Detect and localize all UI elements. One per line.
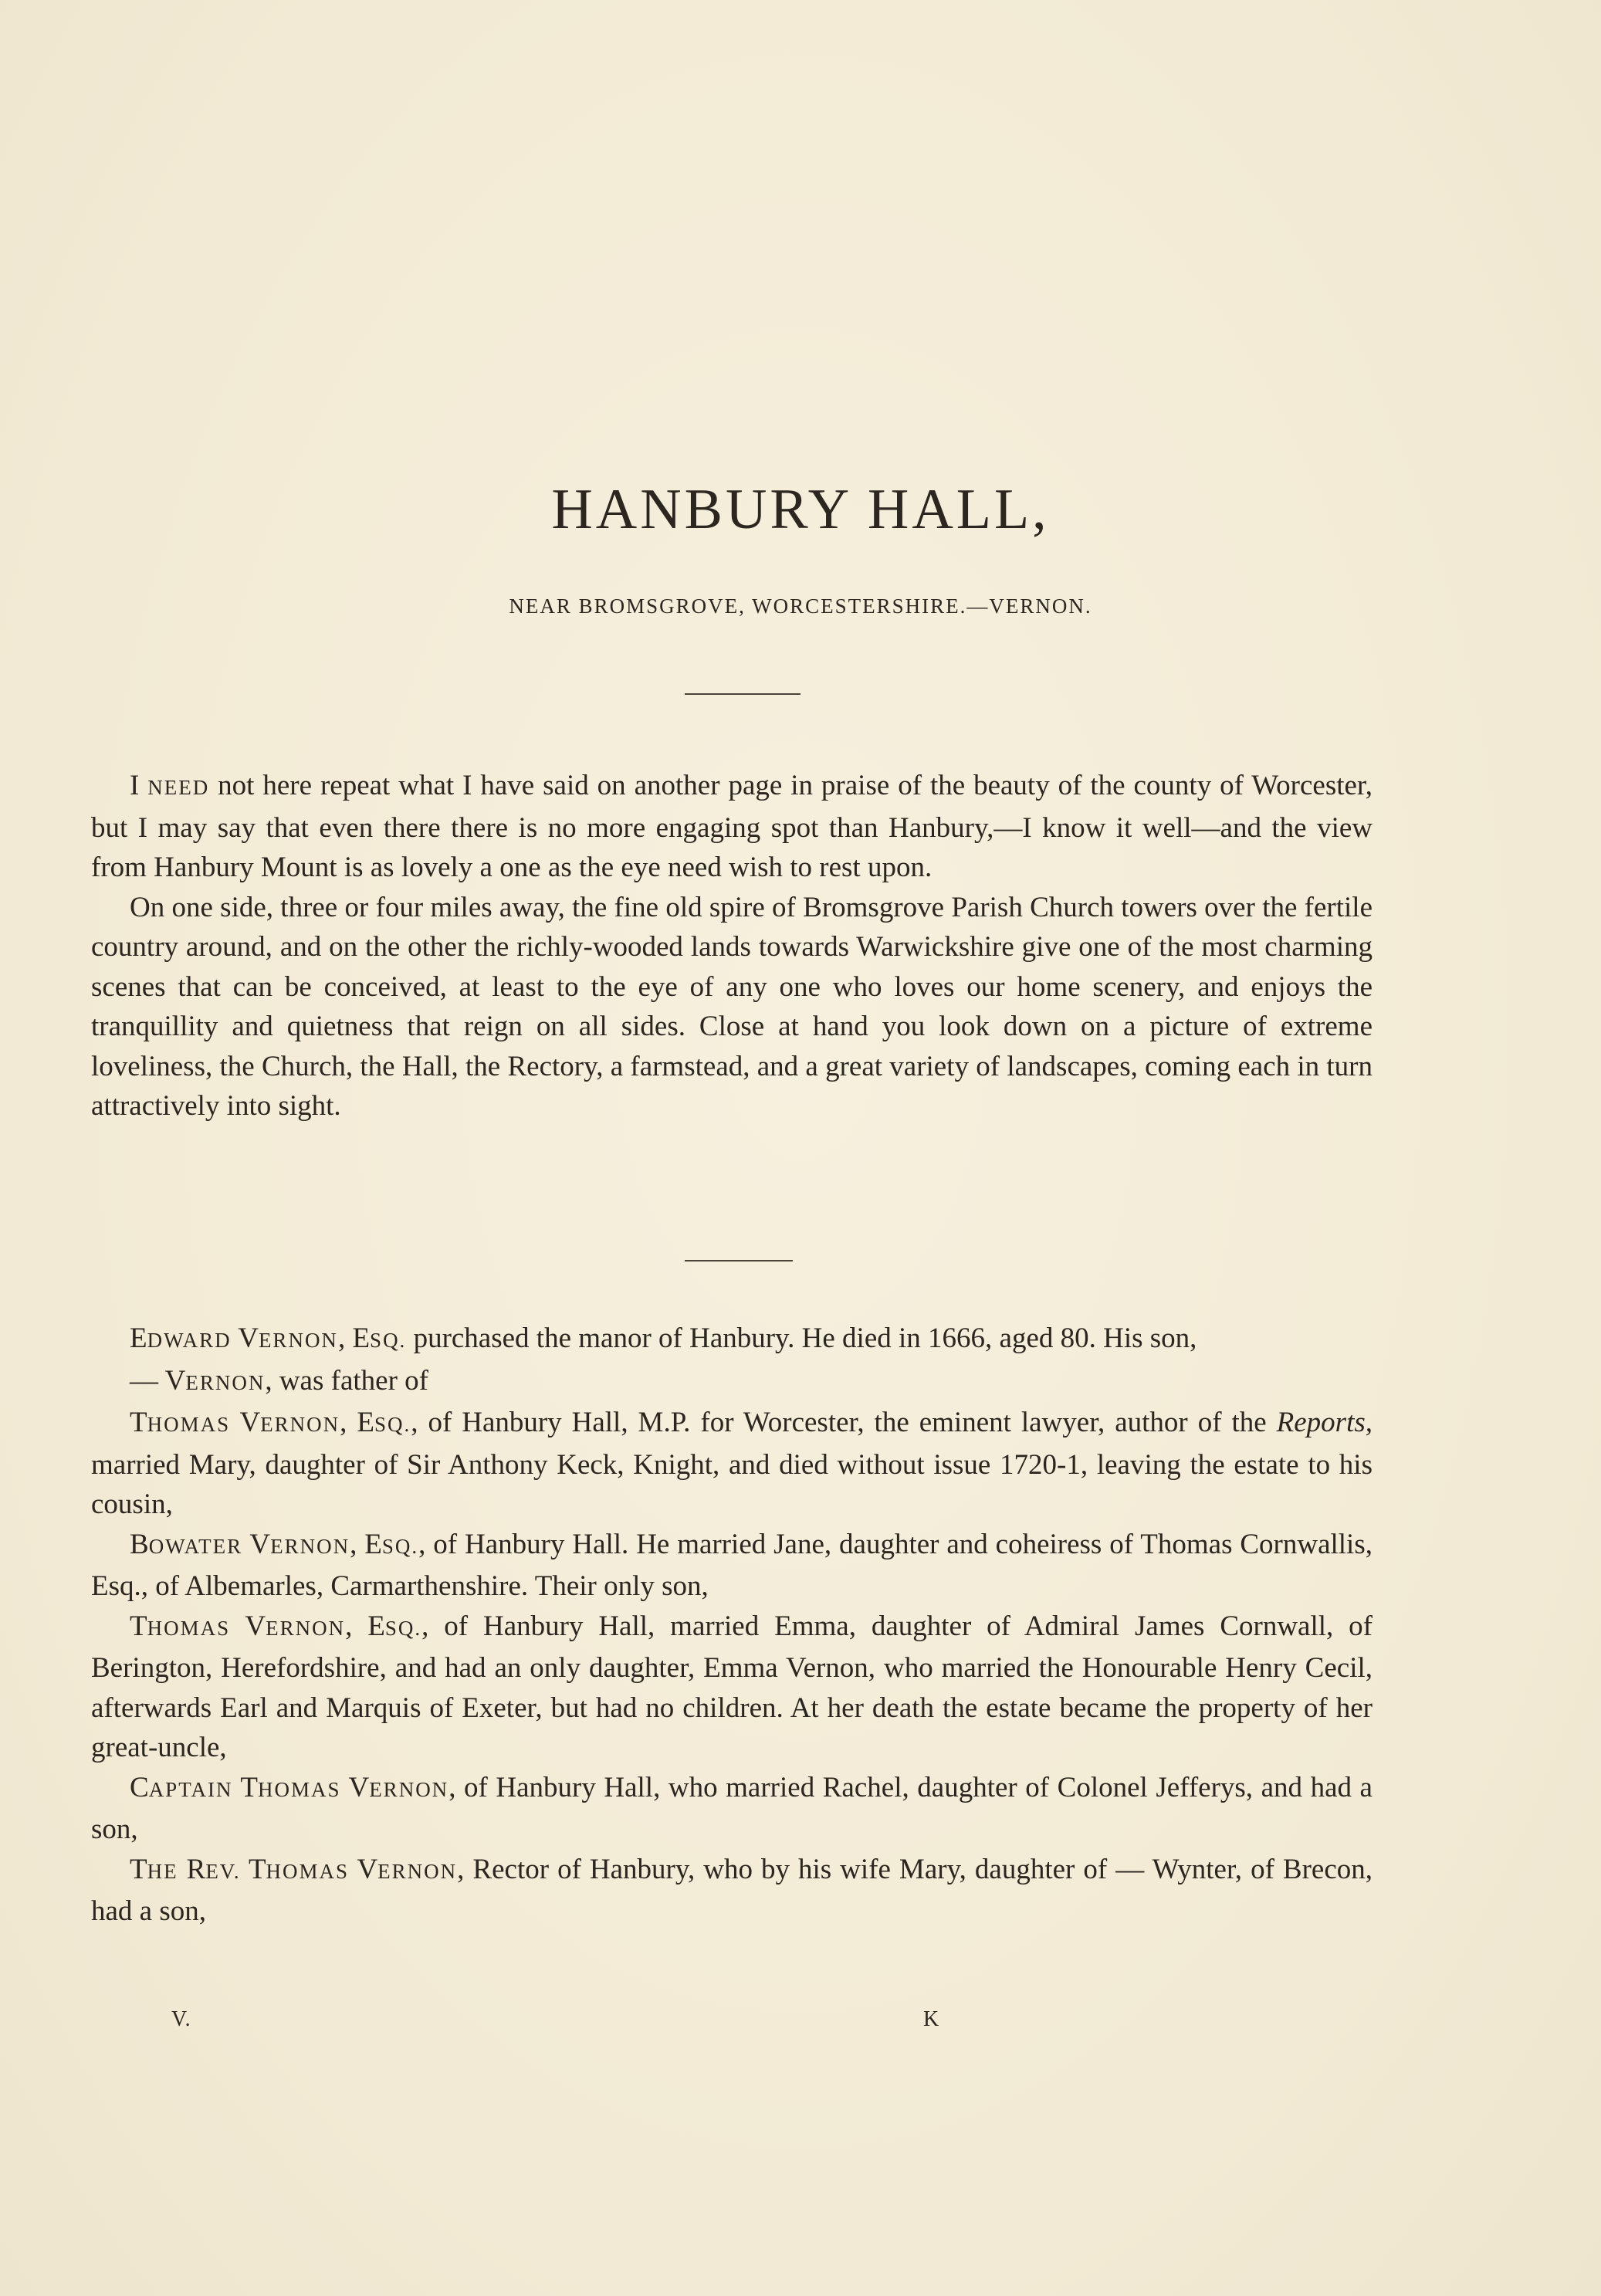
signature-mark-right: K [923, 2007, 940, 2031]
divider-middle [685, 1260, 793, 1261]
lineage-entry-rev: THE REV. THOMAS VERNON, Rector of Hanbury, who by his wife Mary, daughter of — Wynter, of Brecon, had a son, [91, 1853, 1373, 1927]
lineage-entry-thomas-1: THOMAS VERNON, ESQ., of Hanbury Hall, M.P. for Worcester, the eminent lawyer, author of the Reports, married Mary, daughter of Sir Anthony Keck, Knight, and died without issue 1720-1, leaving the estate to his cousin, [91, 1407, 1373, 1520]
lineage-entry-captain: CAPTAIN THOMAS VERNON, of Hanbury Hall, who married Rachel, daughter of Colonel Jefferys, and had a son, [91, 1771, 1373, 1845]
lineage-entry-bowater: BOWATER VERNON, ESQ., of Hanbury Hall. He married Jane, daughter and coheiress of Thomas Cornwallis, Esq., of Albemarles, Carmarthenshire. Their only son, [91, 1528, 1373, 1602]
page-title: HANBURY HALL, [551, 478, 1050, 541]
lineage-entry-edward: EDWARD VERNON, ESQ. purchased the manor of Hanbury. He died in 1666, aged 80. His son, [130, 1322, 1197, 1354]
lineage-entry-vernon: — VERNON, was father of [130, 1364, 428, 1397]
lineage-entry-thomas-2: THOMAS VERNON, ESQ., of Hanbury Hall, married Emma, daughter of Admiral James Cornwall, of Berington, Herefordshire, and had an only daughter, Emma Vernon, who married the Honourable Henry Cecil, afterwards Earl and Marquis of Exeter, but had no children. At her death the estate became the property of her great-uncle, [91, 1610, 1373, 1763]
divider-top [685, 693, 800, 695]
intro-section [91, 766, 1373, 1126]
intro-paragraph-2: On one side, three or four miles away, the fine old spire of Bromsgrove Parish Church towers over the fertile country around, and on the other the richly-wooded lands towards Warwickshire give one of the most charming scenes that can be conceived, at least to the eye of any one who loves our home scenery, and enjoys the tranquillity and quietness that reign on all sides. Close at hand you look down on a picture of extreme loveliness, the Church, the Hall, the Rectory, a farmstead, and a great variety of landscapes, coming each in turn attractively into sight. [91, 891, 1373, 1122]
lineage-section [91, 1319, 1373, 1932]
signature-mark-left: V. [171, 2007, 191, 2031]
page-subtitle: NEAR BROMSGROVE, WORCESTERSHIRE.—VERNON. [509, 594, 1092, 618]
intro-paragraph-1: I NEED not here repeat what I have said on another page in praise of the beauty of the county of Worcester, but I may say that even there there is no more engaging spot than Hanbury,—I know it well—and the view from Hanbury Mount is as lovely a one as the eye need wish to rest upon. [91, 770, 1373, 883]
